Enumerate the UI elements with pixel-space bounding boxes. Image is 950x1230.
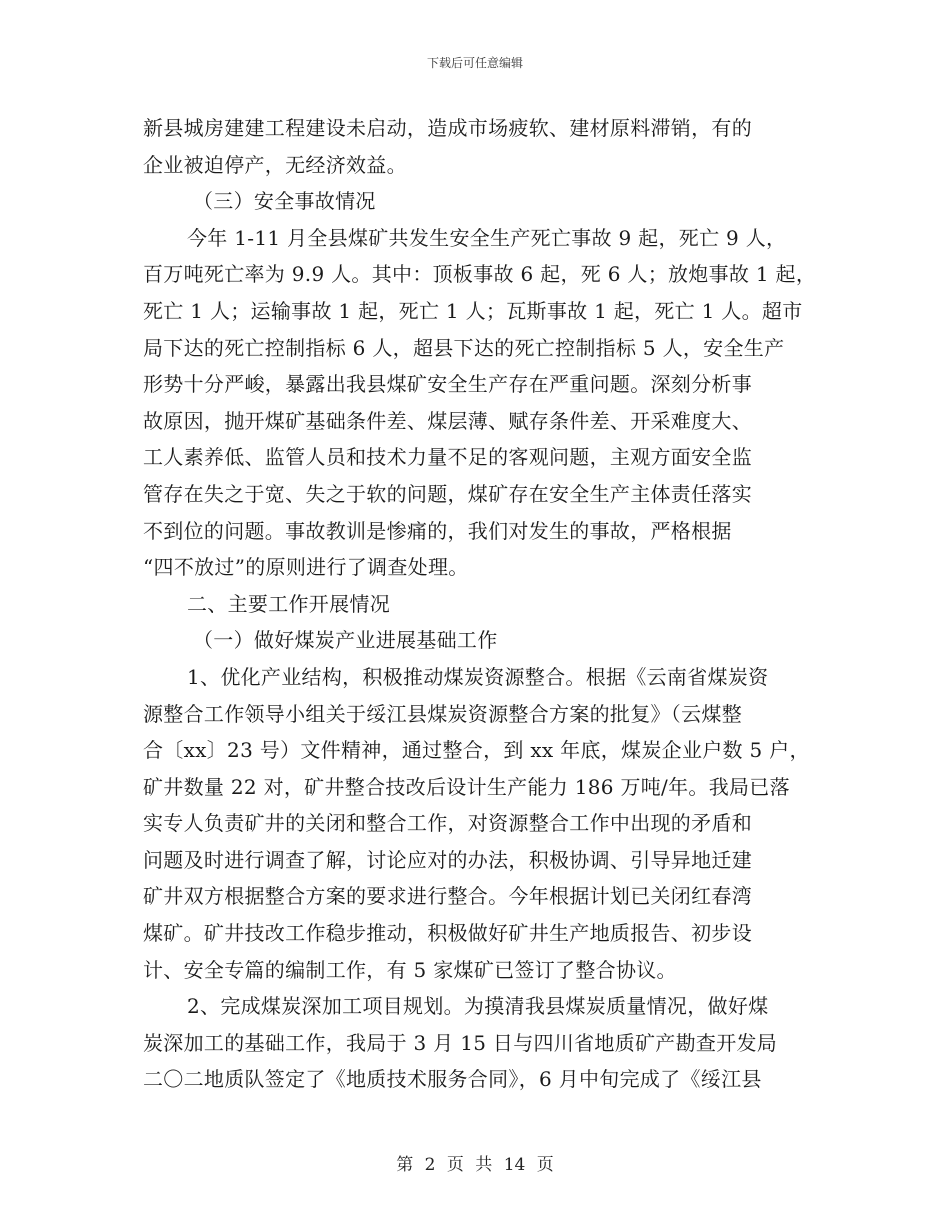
text-line: 源整合工作领导小组关于绥江县煤炭资源整合方案的批复》（云煤整 xyxy=(143,701,742,726)
document-body xyxy=(143,110,817,1098)
text-line: 计、安全专篇的编制工作，有 5 家煤矿已签订了整合协议。 xyxy=(143,957,677,982)
section-heading: （三）安全事故情况 xyxy=(193,189,376,214)
page-header: 下载后可任意编辑 xyxy=(426,56,523,70)
text-line: 矿井双方根据整合方案的要求进行整合。今年根据计划已关闭红春湾 xyxy=(143,884,752,909)
text-line: 不到位的问题。事故教训是惨痛的，我们对发生的事故，严格根据 xyxy=(143,518,732,543)
text-line: 合〔xx〕23 号）文件精神，通过整合，到 xx 年底，煤炭企业户数 5 户， xyxy=(143,738,810,763)
text-line: 死亡 1 人；运输事故 1 起，死亡 1 人；瓦斯事故 1 起，死亡 1 人。超市 xyxy=(143,298,803,323)
section-heading: （一）做好煤炭产业进展基础工作 xyxy=(193,628,498,653)
text-line: 工人素养低、监管人员和技术力量不足的客观问题，主观方面安全监 xyxy=(143,445,752,470)
text-line: 百万吨死亡率为 9.9 人。其中：顶板事故 6 起，死 6 人；放炮事故 1 起， xyxy=(143,262,817,287)
text-line: 局下达的死亡控制指标 6 人，超县下达的死亡控制指标 5 人，安全生产 xyxy=(143,335,785,360)
text-line: 管存在失之于宽、失之于软的问题，煤矿存在安全生产主体责任落实 xyxy=(143,481,752,506)
text-line: 形势十分严峻，暴露出我县煤矿安全生产存在严重问题。深刻分析事 xyxy=(143,372,752,397)
text-line: 矿井数量 22 对，矿井整合技改后设计生产能力 186 万吨/年。我局已落 xyxy=(143,774,790,799)
paragraph-start: 1、优化产业结构，积极推动煤炭资源整合。根据《云南省煤炭资 xyxy=(187,664,769,689)
page-footer: 第 2 页 共 14 页 xyxy=(396,1155,554,1175)
text-line: “四不放过”的原则进行了调查处理。 xyxy=(143,555,469,580)
text-line: 新县城房建建工程建设未启动，造成市场疲软、建材原料滞销，有的 xyxy=(143,116,752,140)
text-line: 故原因，抛开煤矿基础条件差、煤层薄、赋存条件差、开采难度大、 xyxy=(143,408,752,433)
text-line: 企业被迫停产，无经济效益。 xyxy=(143,152,407,177)
text-line: 炭深加工的基础工作，我局于 3 月 15 日与四川省地质矿产勘查开发局 xyxy=(143,1030,778,1055)
text-line: 煤矿。矿井技改工作稳步推动，积极做好矿井生产地质报告、初步设 xyxy=(143,921,752,946)
paragraph-start: 今年 1-11 月全县煤矿共发生安全生产死亡事故 9 起，死亡 9 人， xyxy=(187,225,787,250)
text-line: 二〇二地质队签定了《地质技术服务合同》，6 月中旬完成了《绥江县 xyxy=(143,1067,762,1092)
paragraph-start: 2、完成煤炭深加工项目规划。为摸清我县煤炭质量情况，做好煤 xyxy=(187,994,769,1019)
section-heading: 二、主要工作开展情况 xyxy=(187,591,390,616)
text-line: 问题及时进行调查了解，讨论应对的办法，积极协调、引导异地迁建 xyxy=(143,847,752,872)
text-line: 实专人负责矿井的关闭和整合工作，对资源整合工作中出现的矛盾和 xyxy=(143,811,752,836)
